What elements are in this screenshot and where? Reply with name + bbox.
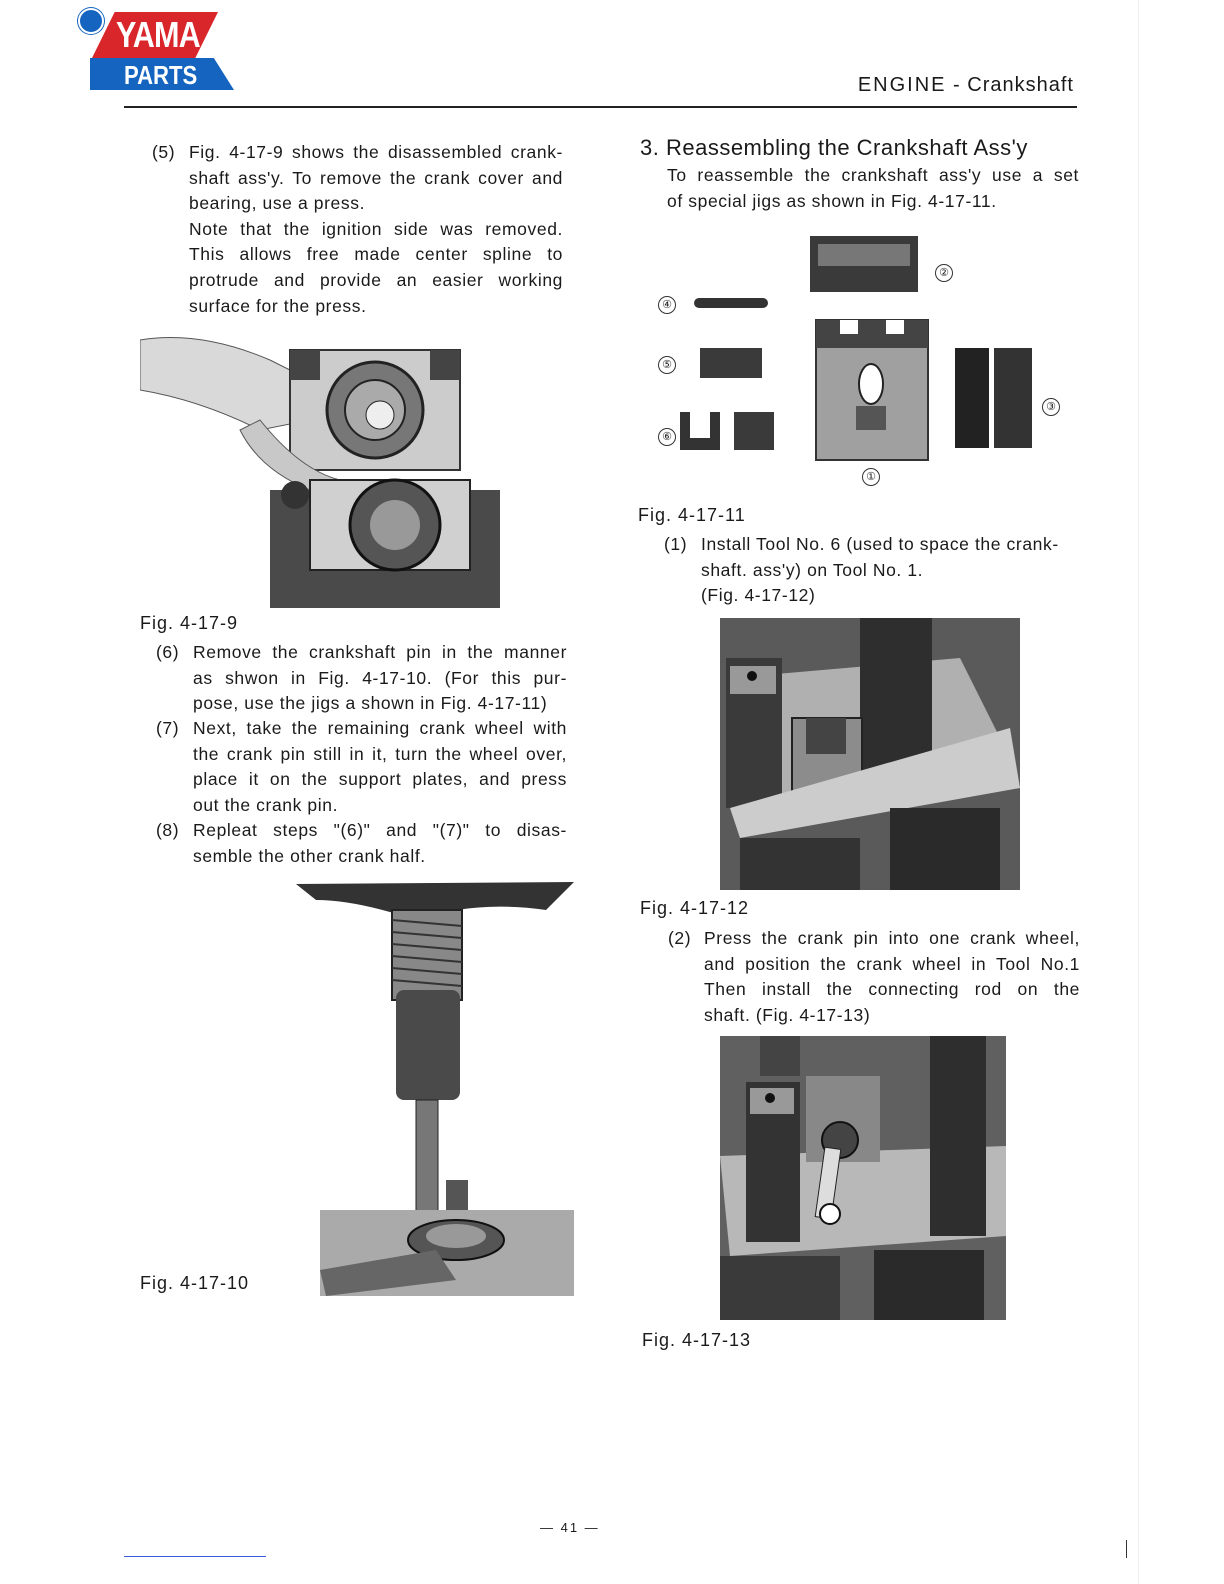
text-line: shaft. ass'y) on Tool No. 1. (701, 559, 924, 580)
text-line: semble the other crank half. (193, 845, 426, 866)
fig-4-17-11-caption: Fig. 4-17-11 (638, 505, 746, 525)
text-line: Next, take the remaining crank wheel with (193, 718, 567, 738)
fig-4-17-13-photo (720, 1036, 1006, 1320)
text-line: as shwon in Fig. 4-17-10. (For this pur- (193, 667, 567, 688)
logo-top-text: YAMA (116, 14, 200, 55)
step-7-number: (7) (156, 718, 180, 738)
text-line: shaft ass'y. To remove the crank cover and (189, 167, 563, 188)
step-6-number: (6) (156, 642, 180, 662)
logo-bottom-text: PARTS (124, 60, 198, 90)
section-heading: 3. Reassembling the Crankshaft Ass'y (640, 135, 1028, 160)
header-subsection: Crankshaft (967, 74, 1074, 96)
text-line: pose, use the jigs a shown in Fig. 4-17-11) (193, 693, 548, 714)
fig-4-17-12-photo (720, 618, 1020, 890)
text-line: Repleat steps "(6)" and "(7)" to disas- (193, 820, 567, 840)
text-line: surface for the press. (189, 295, 367, 316)
text-line: and position the crank wheel in Tool No.1 (704, 953, 1080, 974)
footer-link-underline (124, 1556, 266, 1557)
step-2-text (704, 926, 1080, 1028)
step-7-text (193, 716, 567, 818)
step-1-text (701, 532, 1081, 609)
step-2-number: (2) (668, 928, 692, 948)
text-line: Press the crank pin into one crank wheel, (704, 928, 1080, 948)
header-separator: - (946, 74, 968, 96)
step-1-number: (1) (664, 534, 688, 554)
running-header (858, 74, 1074, 97)
step-8-number: (8) (156, 820, 180, 840)
tuning-fork-emblem-icon (78, 8, 104, 34)
step-5-number: (5) (152, 142, 176, 162)
jig-label-2: ② (935, 264, 953, 282)
text-line: of special jigs as shown in Fig. 4-17-11. (667, 190, 997, 211)
fig-4-17-11-jigs-photo (650, 230, 1070, 492)
jig-label-5: ⑤ (658, 356, 676, 374)
page-edge (1138, 0, 1139, 1584)
text-line: Then install the connecting rod on the (704, 979, 1080, 1000)
header-section: ENGINE (857, 74, 947, 96)
page-number: — 41 — (540, 1520, 600, 1535)
text-line: Remove the crankshaft pin in the manner (193, 642, 567, 662)
text-line: out the crank pin. (193, 794, 339, 815)
text-line: To reassemble the crankshaft ass'y use a set (667, 165, 1079, 185)
fig-4-17-10-caption: Fig. 4-17-10 (140, 1273, 250, 1293)
step-5-text (189, 140, 563, 319)
section-intro (667, 163, 1079, 214)
text-line: bearing, use a press. (189, 193, 366, 214)
jig-label-1: ① (862, 468, 880, 486)
header-rule (124, 106, 1077, 108)
step-8-text (193, 818, 567, 869)
text-line: Install Tool No. 6 (used to space the crank- (701, 534, 1059, 554)
text-line: the crank pin still in it, turn the wheel over, (193, 743, 567, 764)
jig-label-4: ④ (658, 296, 676, 314)
text-line: place it on the support plates, and press (193, 769, 567, 790)
text-line: This allows free made center spline to (189, 244, 563, 265)
fig-4-17-13-caption: Fig. 4-17-13 (642, 1330, 752, 1350)
fig-4-17-9-caption: Fig. 4-17-9 (140, 613, 239, 633)
text-line: shaft. (Fig. 4-17-13) (704, 1004, 871, 1025)
fig-4-17-9-photo (140, 330, 500, 608)
jig-label-6: ⑥ (658, 428, 676, 446)
fig-4-17-10-photo (296, 880, 574, 1296)
text-line: Fig. 4-17-9 shows the disassembled crank- (189, 142, 563, 162)
margin-mark (1126, 1540, 1127, 1558)
text-line: protrude and provide an easier working (189, 269, 563, 290)
step-6-text (193, 640, 567, 717)
yamaparts-logo (78, 8, 238, 92)
jig-label-3: ③ (1042, 398, 1060, 416)
text-line: Note that the ignition side was removed. (189, 218, 563, 239)
fig-4-17-12-caption: Fig. 4-17-12 (640, 898, 750, 918)
text-line: (Fig. 4-17-12) (701, 585, 816, 606)
